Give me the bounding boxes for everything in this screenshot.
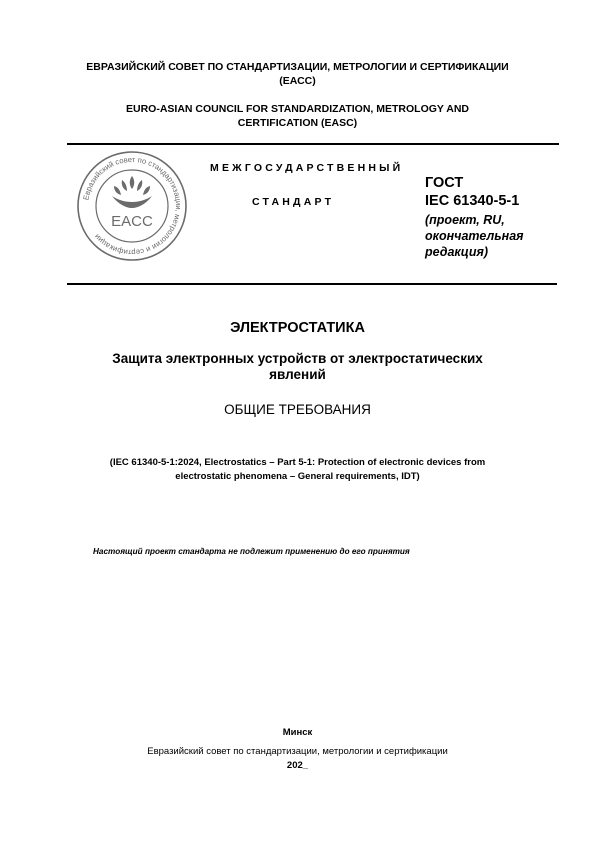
footer-year: 202_ <box>286 760 309 771</box>
gost-label: ГОСТ <box>425 175 464 191</box>
document-part-title: ОБЩИЕ ТРЕБОВАНИЯ <box>224 402 371 417</box>
designation-block <box>425 174 524 260</box>
international-reference <box>40 456 555 484</box>
header-rule-bottom <box>67 283 557 285</box>
council-name-en-line2: CERTIFICATION (EASC) <box>237 117 358 129</box>
status-line2: окончательная <box>425 229 524 243</box>
document-title: ЭЛЕКТРОСТАТИКА <box>230 320 365 336</box>
stamp-standard: СТАНДАРТ <box>252 196 335 208</box>
stamp-interstate: МЕЖГОСУДАРСТВЕННЫЙ <box>210 162 404 174</box>
council-name-en-line1: EURO-ASIAN COUNCIL FOR STANDARDIZATION, METROLOGY AND <box>126 103 469 115</box>
footer-publisher: Евразийский совет по стандартизации, метрологии и сертификации <box>147 746 448 757</box>
header-rule-top <box>67 143 559 145</box>
council-name-en <box>40 102 555 130</box>
council-abbr-ru: (ЕАСС) <box>279 75 316 87</box>
status-line3: редакция) <box>425 245 488 259</box>
footer-city: Минск <box>282 727 313 738</box>
status-line1: (проект, RU, <box>425 213 505 227</box>
logo-abbr: EACC <box>111 213 153 230</box>
intl-ref-line1: (IEC 61340-5-1:2024, Electrostatics – Part 5-1: Protection of electronic devices from <box>109 457 486 468</box>
council-name-ru <box>40 60 555 88</box>
easc-logo <box>76 150 188 262</box>
standard-number: IEC 61340-5-1 <box>425 193 520 209</box>
easc-logo-icon <box>76 150 188 262</box>
logo-ring-text: Евразийский совет по стандартизации, метрологии и сертификации <box>81 154 184 258</box>
intl-ref-line2: electrostatic phenomena – General requirements, IDT) <box>175 471 420 482</box>
subtitle-line2: явлений <box>269 367 326 382</box>
subtitle-line1: Защита электронных устройств от электростатических <box>112 351 483 366</box>
council-name-ru-line: ЕВРАЗИЙСКИЙ СОВЕТ ПО СТАНДАРТИЗАЦИИ, МЕТРОЛОГИИ И СЕРТИФИКАЦИИ <box>86 61 509 73</box>
draft-notice: Настоящий проект стандарта не подлежит применению до его принятия <box>93 547 410 556</box>
document-subtitle <box>40 351 555 383</box>
footer <box>40 726 555 773</box>
